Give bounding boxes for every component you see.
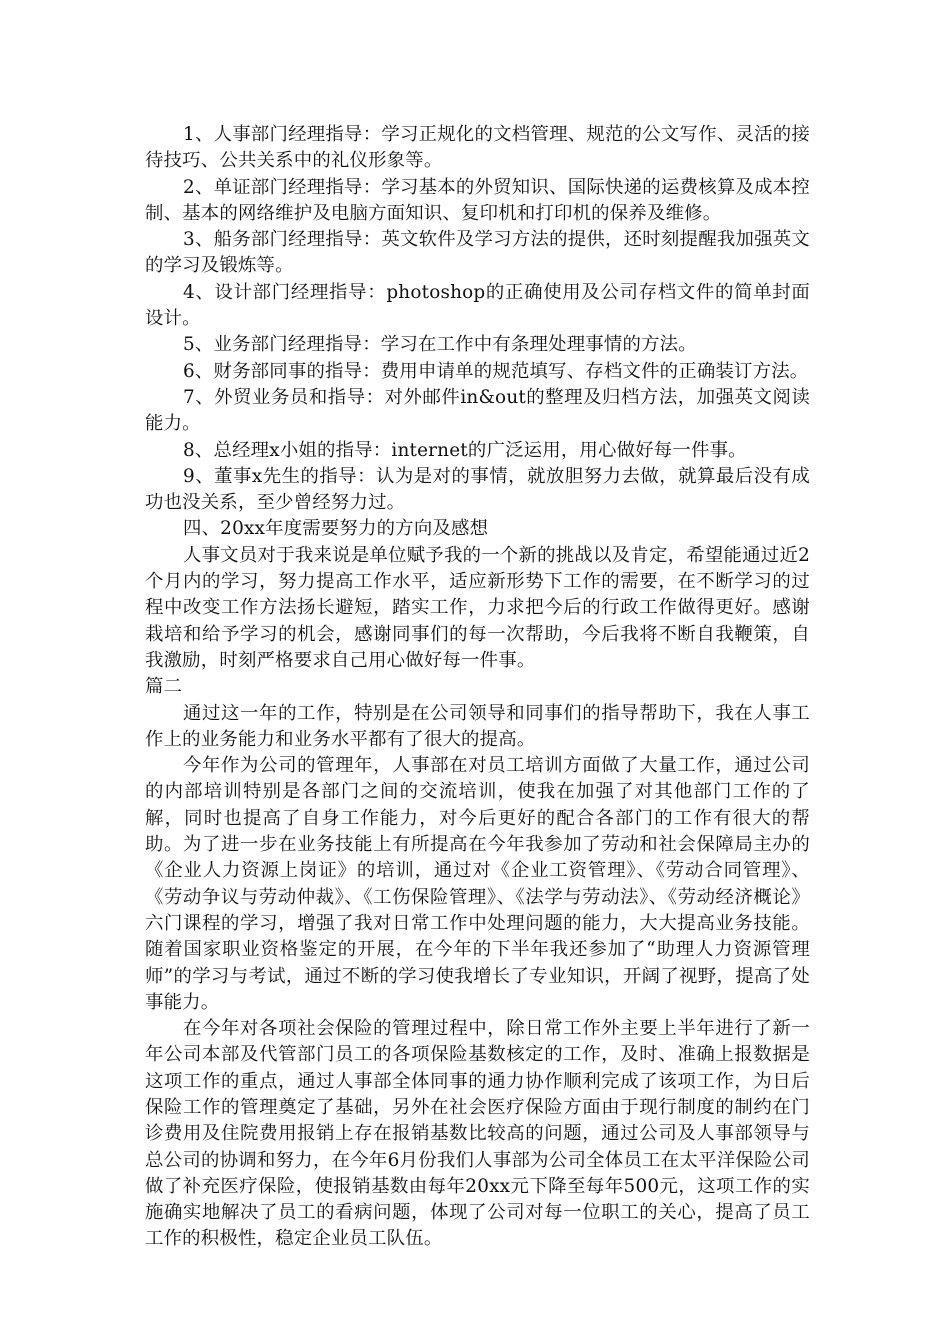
paragraph-finance-colleague: 6、财务部同事的指导：费用申请单的规范填写、存档文件的正确装订方法。	[183, 360, 809, 382]
paragraph-trade-staff: 7、外贸业务员和指导：对外邮件in&out的整理及归档方法，加强英文阅读能力。	[145, 386, 810, 435]
section-heading-four: 四、20xx年度需要努力的方向及感想	[183, 518, 489, 540]
paragraph-reflection: 人事文员对于我来说是单位赋予我的一个新的挑战以及肯定，希望能通过近2个月内的学习，努力提高工作水平，适应新形势下工作的需要，在不断学习的过程中改变工作方法扬长避短，踏实工作，力求把今后的行政工作做得更好。感谢栽培和给予学习的机会，感谢同事们的每一次帮助，今后我将不断自我鞭策，自我激励，时刻严格要求自己用心做好每一件事。	[145, 544, 810, 671]
paragraph-design-manager: 4、设计部门经理指导：photoshop的正确使用及公司存档文件的简单封面设计。	[145, 281, 810, 330]
paragraph-insurance: 在今年对各项社会保险的管理过程中，除日常工作外主要上半年进行了新一年公司本部及代管部门员工的各项保险基数核定的工作，及时、准确上报数据是这项工作的重点，通过人事部全体同事的通力协作顺利完成了该项工作，为日后保险工作的管理奠定了基础，另外在社会医疗保险方面由于现行制度的制约在门诊费用及住院费用报销上存在报销基数比较高的问题，通过公司及人事部领导与总公司的协调和努力，在今年6月份我们人事部为公司全体员工在太平洋保险公司做了补充医疗保险，使报销基数由每年20xx元下降至每年500元，这项工作的实施确实地解决了员工的看病问题，体现了公司对每一位职工的关心，提高了员工工作的积极性，稳定企业员工队伍。	[145, 1018, 810, 1250]
paragraph-training: 今年作为公司的管理年，人事部在对员工培训方面做了大量工作，通过公司的内部培训特别是各部门之间的交流培训，使我在加强了对其他部门工作的了解，同时也提高了自身工作能力，对今后更好的配合各部门的工作有很大的帮助。为了进一步在业务技能上有所提高在今年我参加了劳动和社会保障局主办的《企业人力资源上岗证》的培训，通过对《企业工资管理》、《劳动合同管理》、《劳动争议与劳动仲裁》、《工伤保险管理》、《法学与劳动法》、《劳动经济概论》六门课程的学习，增强了我对日常工作中处理问题的能力，大大提高业务技能。随着国家职业资格鉴定的开展，在今年的下半年我还参加了“助理人力资源管理师”的学习与考试，通过不断的学习使我增长了专业知识，开阔了视野，提高了处事能力。	[145, 755, 810, 1013]
document-page	[145, 122, 810, 1253]
paragraph-shipping-manager: 3、船务部门经理指导：英文软件及学习方法的提供，还时刻提醒我加强英文的学习及锻炼等。	[145, 229, 810, 277]
paragraph-year-summary: 通过这一年的工作，特别是在公司领导和同事们的指导帮助下，我在人事工作上的业务能力和业务水平都有了很大的提高。	[145, 702, 810, 750]
paragraph-hr-manager: 1、人事部门经理指导：学习正规化的文档管理、规范的公文写作、灵活的接待技巧、公共关系中的礼仪形象等。	[145, 124, 810, 172]
section-label-part-two: 篇二	[145, 676, 183, 698]
paragraph-docs-manager: 2、单证部门经理指导：学习基本的外贸知识、国际快递的运费核算及成本控制、基本的网络维护及电脑方面知识、复印机和打印机的保养及维修。	[145, 176, 810, 224]
paragraph-director: 9、董事x先生的指导：认为是对的事情，就放胆努力去做，就算最后没有成功也没关系，至少曾经努力过。	[145, 465, 810, 514]
paragraph-general-manager: 8、总经理x小姐的指导：internet的广泛运用，用心做好每一件事。	[183, 439, 747, 461]
paragraph-business-manager: 5、业务部门经理指导：学习在工作中有条理处理事情的方法。	[183, 334, 697, 356]
